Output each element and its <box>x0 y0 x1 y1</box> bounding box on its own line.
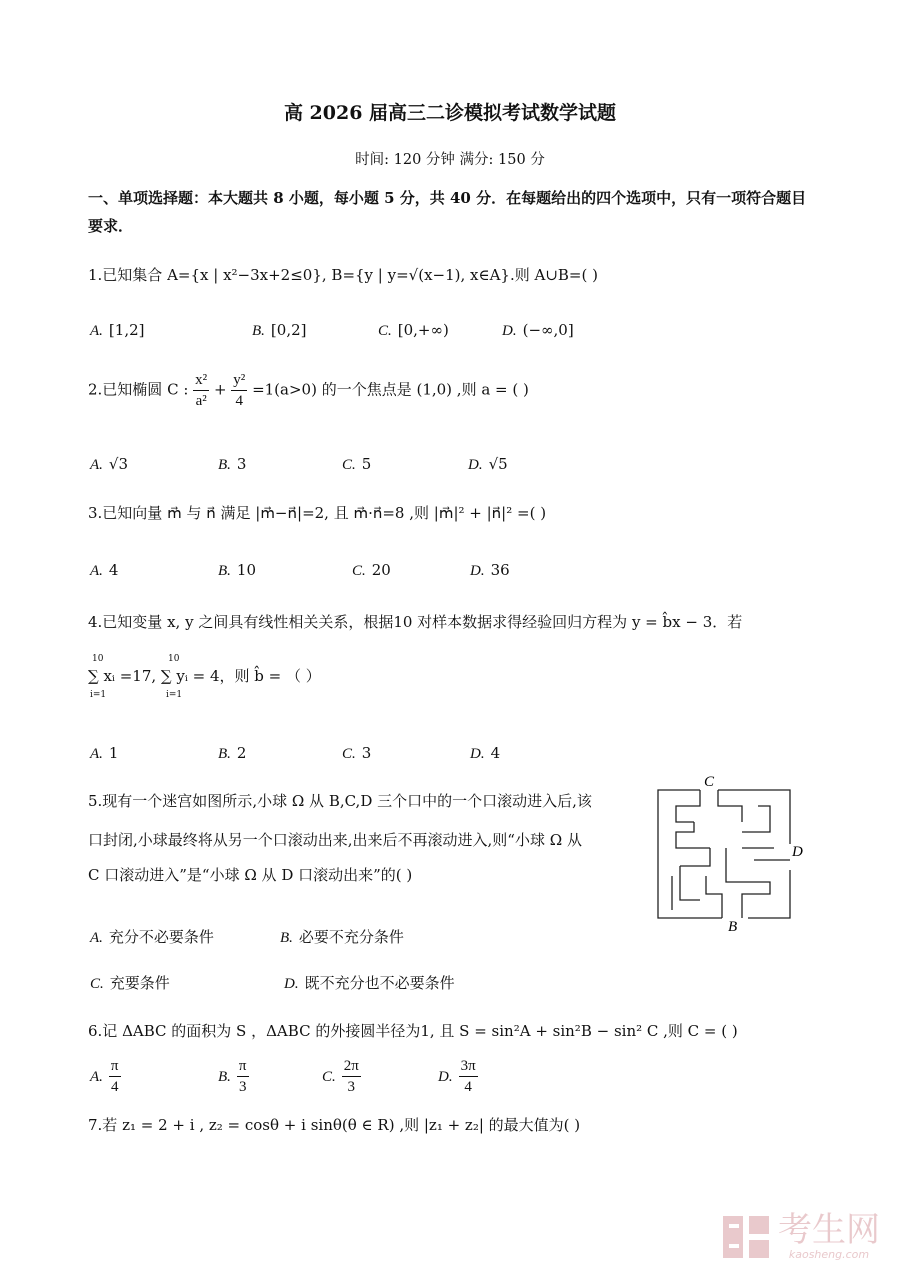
q3-option-a[interactable]: A. 4 <box>90 561 119 579</box>
q2-option-c[interactable]: C. 5 <box>342 455 372 473</box>
maze-label-d: D <box>792 844 803 860</box>
q2-option-b[interactable]: B. 3 <box>218 455 247 473</box>
watermark-logo-icon <box>721 1214 773 1260</box>
q3-option-b[interactable]: B. 10 <box>218 561 257 579</box>
q2-option-d[interactable]: D. √5 <box>468 455 508 473</box>
sum-lower-limit-1: i=1 <box>90 690 107 700</box>
question-5-line1: 5.现有一个迷宫如图所示,小球 Ω 从 B,C,D 三个口中的一个口滚动进入后,该 <box>88 792 592 810</box>
time-info: 时间: 120 分钟 满分: 150 分 <box>355 152 545 168</box>
watermark-url: kaosheng.com <box>788 1248 870 1261</box>
q1-option-d[interactable]: D. (−∞,0] <box>502 321 574 339</box>
q4-option-b[interactable]: B. 2 <box>218 744 247 762</box>
question-3-stem: 3.已知向量 m⃗ 与 n⃗ 满足 |m⃗−n⃗|=2, 且 m⃗·n⃗=8 ,则 |m⃗|² + |n⃗|² =( ) <box>88 504 547 522</box>
question-5-line2: 口封闭,小球最终将从另一个口滚动出来,出来后不再滚动进入,则“小球 Ω 从 <box>88 831 582 849</box>
q5-option-d[interactable]: D. 既不充分也不必要条件 <box>284 974 455 992</box>
maze-label-b: B <box>728 919 738 935</box>
watermark-brand: 考生网 <box>778 1210 880 1250</box>
question-6-stem: 6.记 ΔABC 的面积为 S ，ΔABC 的外接圆半径为1, 且 S = sin²A + sin²B − sin² C ,则 C = ( ) <box>88 1022 738 1040</box>
q1-option-a[interactable]: A. [1,2] <box>90 321 145 339</box>
sum-upper-limit-1: 10 <box>92 654 104 664</box>
sum-lower-limit-2: i=1 <box>166 690 183 700</box>
q6-option-d[interactable]: D. $\frac{3\pi}{4}$ <box>438 1058 476 1095</box>
maze-label-c: C <box>704 774 715 790</box>
q6-option-a[interactable]: A. $\frac{\pi}{4}$ <box>90 1058 119 1095</box>
q5-option-c[interactable]: C. 充要条件 <box>90 974 170 992</box>
q1-option-c[interactable]: C. [0,+∞) <box>378 321 449 339</box>
question-1-stem: 1.已知集合 A={x | x²−3x+2≤0}, B={y | y=√(x−1), x∈A}.则 A∪B=( ) <box>88 266 598 284</box>
question-5-line3: C 口滚动进入”是“小球 Ω 从 D 口滚动出来”的( ) <box>88 866 413 884</box>
q6-option-b[interactable]: B. $\frac{\pi}{3}$ <box>218 1058 247 1095</box>
question-4-stem-line1: 4.已知变量 x, y 之间具有线性相关关系，根据10 对样本数据求得经验回归方程为 y = b̂x − 3．若 <box>88 613 743 631</box>
watermark <box>721 1212 880 1261</box>
q1-option-b[interactable]: B. [0,2] <box>252 321 307 339</box>
q4-option-c[interactable]: C. 3 <box>342 744 372 762</box>
maze-figure <box>650 770 810 935</box>
q5-option-b[interactable]: B. 必要不充分条件 <box>280 928 404 946</box>
question-2-stem: 2.已知椭圆 C : $\frac{\text{x²}}{\text{a²}}$ + $\frac{\text{y²}}{4}$ =1(a>0) 的一个焦点是 (1,0) ,则 a = ( ) <box>88 372 529 409</box>
q4-option-d[interactable]: D. 4 <box>470 744 501 762</box>
q5-option-a[interactable]: A. 充分不必要条件 <box>90 928 214 946</box>
sum-upper-limit-2: 10 <box>168 654 180 664</box>
q3-option-d[interactable]: D. 36 <box>470 561 510 579</box>
q6-option-c[interactable]: C. $\frac{2\pi}{3}$ <box>322 1058 359 1095</box>
q3-option-c[interactable]: C. 20 <box>352 561 391 579</box>
q4-option-a[interactable]: A. 1 <box>90 744 119 762</box>
section-heading: 一、单项选择题：本大题共 8 小题，每小题 5 分，共 40 分．在每题给出的四个选项中，只有一项符合题目要求． <box>88 189 807 235</box>
question-7-stem: 7.若 z₁ = 2 + i , z₂ = cosθ + i sinθ(θ ∈ R) ,则 |z₁ + z₂| 的最大值为( ) <box>88 1116 581 1134</box>
q2-option-a[interactable]: A. √3 <box>90 455 129 473</box>
page-title: 高 2026 届高三二诊模拟考试数学试题 <box>283 102 617 124</box>
question-4-stem-line2: ∑ xᵢ =17, ∑ yᵢ = 4，则 b̂ = （ ） <box>88 667 321 685</box>
